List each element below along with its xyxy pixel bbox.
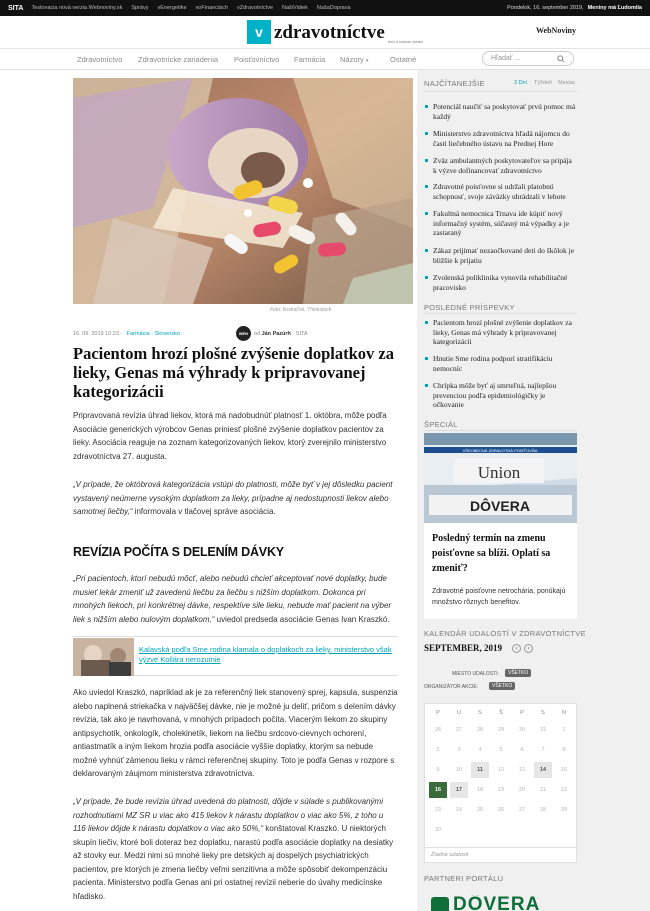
site-logo[interactable] xyxy=(247,20,385,44)
calendar-day[interactable]: 30 xyxy=(518,727,526,733)
calendar-day[interactable]: 28 xyxy=(476,727,484,733)
filter-organizer-select[interactable]: VŠETKO xyxy=(489,682,515,690)
special-title[interactable]: Posledný termín na zmenu poisťovne sa blíži. Oplatí sa zmeniť? xyxy=(432,533,551,574)
article-paragraph: Pripravovaná revízia úhrad liekov, ktorá má nadobudnúť platnosť 1. októbra, môže podľa Asociácie generických výrobcov Genas priniesť plošné zvýšenie doplatkov pacientov za lieky. Asociácia reaguje na zoznam kategorizovaných liekov, ktorý zverejnilo ministerstvo zdravotníctva 27. augusta. xyxy=(73,411,387,461)
quote-tail: uviedol predseda asociácie Genas Ivan Kraszkó. xyxy=(214,614,390,624)
calendar-day[interactable]: 1 xyxy=(562,727,566,733)
tab-3-days[interactable] xyxy=(514,80,527,86)
topbar-link[interactable]: vZdravotníctve xyxy=(236,5,274,11)
most-read-item[interactable]: Fakultná nemocnica Trnava ide kúpiť nový informačný systém, súčasný má výpadky a je zastaraný xyxy=(424,209,577,238)
calendar-day[interactable]: 8 xyxy=(562,747,566,753)
calendar-day[interactable]: 31 xyxy=(539,727,547,733)
special-description: Zdravotné poisťovne netrochária, ponúkajú množstvo rôznych benefitov. xyxy=(432,588,566,606)
calendar-day[interactable]: 25 xyxy=(476,807,484,813)
tab-week[interactable]: Týždeň xyxy=(534,80,553,86)
article-hero-image xyxy=(73,78,413,304)
quote-tail: konštatoval Kraszkó. U niektorých skupín liečiv, ktoré boli doteraz bez doplatku, narastú podľa asociácie doplatky na desiatky až stovky eur. Medzi nimi sú mnohé lieky pre detských aj dospelých psychiatrických pacientov, pre ktorých je zmena liečby veľmi senzitívna a môže spôsobiť dekompenzáciu pacienta. Ministerstvo podľa Genas ani pri ostatnej revízii neberie do úvahy medicínske hľadisko. xyxy=(73,824,394,901)
logo-tagline: Info o našom zdraví xyxy=(388,39,424,44)
calendar-day[interactable]: 18 xyxy=(476,787,484,793)
logo-word: zdravotníctve xyxy=(274,21,385,43)
filter-place-label: MIESTO UDALOSTI: xyxy=(452,671,499,677)
photo-credit: Foto: Ilustračné, Thinkstock xyxy=(270,307,332,313)
calendar-day[interactable]: 16 xyxy=(429,782,447,798)
nav-item-ostatne[interactable]: Ostatné xyxy=(390,55,417,64)
calendar-heading: KALENDÁR UDALOSTÍ V ZDRAVOTNÍCTVE xyxy=(424,629,586,638)
calendar-day[interactable]: 3 xyxy=(457,747,461,753)
most-read-item[interactable]: Zvolenská poliklinika vynovila rehabilitačné pracovisko xyxy=(424,273,577,292)
calendar-grid xyxy=(424,703,577,848)
calendar-day[interactable]: 26 xyxy=(434,727,442,733)
webnoviny-logo[interactable]: WebNoviny xyxy=(535,26,576,35)
most-read-item[interactable]: Zväz ambulantných poskytovateľov sa pripája k výzve dofinancovať zdravotníctvo xyxy=(424,156,577,175)
article-sep: · xyxy=(120,330,123,337)
article-paragraph xyxy=(73,478,398,519)
calendar-weekday: N xyxy=(562,710,566,716)
related-link[interactable]: Kalavská podľa Sme rodina klamala o doplatkoch za lieky, ministerstvo však výzve Kollára nerozumie xyxy=(139,645,392,664)
most-read-item[interactable]: Zákaz prijímať nezaočkované deti do škôlok je bližšie k prijatiu xyxy=(424,246,577,265)
special-heading: ŠPECIÁL xyxy=(424,420,458,429)
topbar-link[interactable]: Správy xyxy=(131,5,149,11)
filter-organizer-label: ORGANIZÁTOR AKCIE: xyxy=(424,684,479,690)
article-categories[interactable]: Farmácia · Slovensko xyxy=(126,330,180,337)
events-box: Žiadne udalosti xyxy=(424,847,577,863)
quote: „V prípade, že bude revízia úhrad uvedená do platnosti, dôjde v súlade s publikovanými rozhodnutiami MZ SR u viac ako 415 liekov k nárastu doplatkov o viac ako 5%, z toho u 116 liekov dôjde k nárastu doplatkov o viac ako 50%,“ xyxy=(73,797,384,833)
tab-month[interactable]: Mesiac xyxy=(558,80,576,86)
filter-place-select[interactable]: VŠETKO xyxy=(505,669,531,677)
top-bar xyxy=(0,0,650,16)
topbar-date: Pondelok, 16. september 2019, xyxy=(507,5,584,11)
logo-box: v xyxy=(247,20,271,44)
calendar-day[interactable]: 27 xyxy=(455,727,463,733)
divider xyxy=(424,430,577,431)
calendar-day[interactable]: 24 xyxy=(455,807,463,813)
quote-tail: informovala v tlačovej správe asociácia. xyxy=(132,507,276,516)
quote: „V prípade, že októbrová kategorizácia vstúpi do platnosti, môže byť v jej dôsledku pacient vystavený neúmerne vysokým doplatkom za lieky, prípadne aj nedostupnosti liekov alebo samotnej liečby,“ xyxy=(73,480,393,516)
calendar-prev-button[interactable]: ‹ xyxy=(512,644,521,653)
cross-icon xyxy=(431,897,449,911)
special-image xyxy=(424,433,577,523)
calendar-day[interactable]: 6 xyxy=(520,747,524,753)
divider xyxy=(424,313,577,314)
most-read-item[interactable]: Ministerstvo zdravotníctva hľadá nájomcu do časti liečebného ústavu na Prednej Hore xyxy=(424,129,577,148)
page-title: Pacientom hrozí plošné zvýšenie doplatkov za lieky, Genas má výhrady k pripravovanej kategorizácii xyxy=(73,344,394,401)
calendar-day[interactable]: 10 xyxy=(455,767,463,773)
special-card[interactable] xyxy=(424,433,577,619)
calendar-day[interactable]: 29 xyxy=(497,727,505,733)
search-input[interactable] xyxy=(482,51,574,66)
section-heading: REVÍZIA POČÍTA S DELENÍM DÁVKY xyxy=(73,545,284,559)
related-thumbnail xyxy=(73,638,134,676)
calendar-day[interactable]: 20 xyxy=(518,787,526,793)
calendar-day[interactable]: 22 xyxy=(560,787,568,793)
calendar-day[interactable]: 29 xyxy=(560,807,568,813)
calendar-weekday: S xyxy=(541,710,545,716)
calendar-weekday: S xyxy=(478,710,482,716)
nav-item-zariadenia[interactable]: Zdravotnícke zariadenia xyxy=(138,55,219,64)
calendar-day[interactable]: 28 xyxy=(539,807,547,813)
article-paragraph xyxy=(73,572,398,626)
most-read-heading: NAJČÍTANEJŠIE xyxy=(424,79,485,88)
latest-item[interactable]: Hnutie Sme rodina podporí stratifikáciu nemocníc xyxy=(424,354,577,373)
dovera-logo[interactable] xyxy=(431,895,571,911)
special-img-sign: VŠEOBECNÁ ZDRAVOTNÁ POISŤOVŇA xyxy=(462,448,538,453)
most-read-item[interactable]: Potenciál naučiť sa poskytovať prvú pomoc má každý xyxy=(424,102,577,121)
calendar-day[interactable]: 19 xyxy=(497,787,505,793)
article-meta xyxy=(73,326,308,341)
article-source: · SITA xyxy=(292,330,308,337)
calendar-weekday: P xyxy=(436,710,440,716)
calendar-day[interactable]: 4 xyxy=(478,747,482,753)
nav-item-farmacia[interactable]: Farmácia xyxy=(294,55,326,64)
quote: „Pri pacientoch, ktorí nebudú môcť, alebo nebudú chcieť akceptovať nové doplatky, bude musieť lekár zmeniť už zavedenú liečbu za liečbu s nižším doplatkom. Dokonca pri mnohých liekoch, pri konkrétnej dávke, respektíve sile lieku, nebude mať pacient na výber liek s nižším alebo nulovým doplatkom,“ xyxy=(73,574,392,624)
calendar-day[interactable]: 15 xyxy=(560,767,568,773)
chevron-down-icon: ▾ xyxy=(365,58,369,64)
nav-item-poistovnictvo[interactable]: Poisťovníctvo xyxy=(234,55,280,64)
partners-heading: PARTNERI PORTÁLU xyxy=(424,874,504,883)
most-read-item[interactable]: Zdravotné poisťovne si udržali platobnú schopnosť, svoje záväzky uhrádzali v lehote xyxy=(424,182,577,201)
tab-label: 3 Dni xyxy=(514,80,527,86)
calendar-day[interactable]: 14 xyxy=(534,762,552,778)
calendar-day[interactable]: 13 xyxy=(518,767,526,773)
special-img-dovera: DÔVERA xyxy=(470,498,530,514)
calendar-day[interactable]: 21 xyxy=(539,787,547,793)
calendar-weekday: P xyxy=(520,710,524,716)
special-img-union: Union xyxy=(477,463,521,482)
calendar-day[interactable]: 27 xyxy=(518,807,526,813)
calendar-day[interactable]: 11 xyxy=(471,762,489,778)
topbar-nameday: Meniny má Ľudomila xyxy=(587,5,642,11)
calendar-weekday: Š xyxy=(499,710,503,716)
calendar-day[interactable]: 5 xyxy=(499,747,503,753)
article-author[interactable]: Ján Pazúrh xyxy=(261,330,291,337)
calendar-day[interactable]: 9 xyxy=(436,767,440,773)
avatar: WEN xyxy=(236,326,251,341)
topbar-link[interactable]: vEnergetike xyxy=(157,5,187,11)
related-article[interactable] xyxy=(73,636,398,676)
calendar-day[interactable]: 30 xyxy=(434,827,442,833)
topbar-link[interactable]: Testovacia nová verzia Webnoviny.sk xyxy=(31,5,123,11)
latest-item[interactable]: Pacientom hrozí plošné zvýšenie doplatkov za lieky, Genas má výhrady k pripravovanej kategorizácii xyxy=(424,318,577,347)
calendar-day[interactable]: 26 xyxy=(497,807,505,813)
calendar-day[interactable]: 7 xyxy=(541,747,545,753)
topbar-link[interactable]: NašaDoprava xyxy=(316,5,351,11)
author-prefix: od xyxy=(253,330,261,337)
article-paragraph: Ako uviedol Kraszkó, napríklad ak je za referenčný liek stanovený sprej, kapsula, suspenzia alebo naplnená striekačka v najväčšej dávke, nie je možné ju deliť, pričom s delením dávky revízia, tak ako je navrhovaná, v mnohých prípadoch počíta. Viacerým liekom zo skupiny antipsychotík, onkologík, cholekinetík, liekom na liečbu srdcovo-cievnych ochorení, antiastmatík a iným liekom hrozia podľa asociácie vyššie doplatky, ktorým sa nebude možné vyhnúť zámenou lieku v rámci referenčnej skupiny. Toto je podľa Genas v rozpore s deklarovaným záujmom ministerstva zdravotníctva. xyxy=(73,688,398,778)
nav-item-nazory-label: Názory xyxy=(340,55,364,64)
latest-item[interactable]: Chrípka môže byť aj smrteľná, najlepšou prevenciou podľa epidemiológičky je očkovanie xyxy=(424,381,577,410)
calendar-next-button[interactable]: › xyxy=(524,644,533,653)
nav-item-zdravotnictvo[interactable]: Zdravotníctvo xyxy=(77,55,123,64)
article-date: 16. 09. 2019 10:23 xyxy=(73,330,119,337)
calendar-day[interactable]: 2 xyxy=(436,747,440,753)
latest-heading: POSLEDNÉ PRÍSPEVKY xyxy=(424,303,515,312)
calendar-month: SEPTEMBER, 2019 xyxy=(424,643,503,653)
dovera-logo-text: DÔVERA xyxy=(453,895,541,911)
topbar-link[interactable]: NašiVidiek xyxy=(282,5,308,11)
divider xyxy=(424,91,577,92)
calendar-day[interactable]: 12 xyxy=(497,767,505,773)
article-paragraph xyxy=(73,795,398,903)
calendar-day[interactable]: 23 xyxy=(434,807,442,813)
calendar-day[interactable]: 17 xyxy=(450,782,468,798)
search-placeholder: Hľadať ... xyxy=(491,55,521,62)
sita-logo[interactable]: SITA xyxy=(8,4,24,12)
search-icon[interactable] xyxy=(557,55,565,63)
nav-item-nazory[interactable] xyxy=(340,55,368,64)
topbar-link[interactable]: voFinanciách xyxy=(195,5,228,11)
calendar-weekday: U xyxy=(457,710,461,716)
